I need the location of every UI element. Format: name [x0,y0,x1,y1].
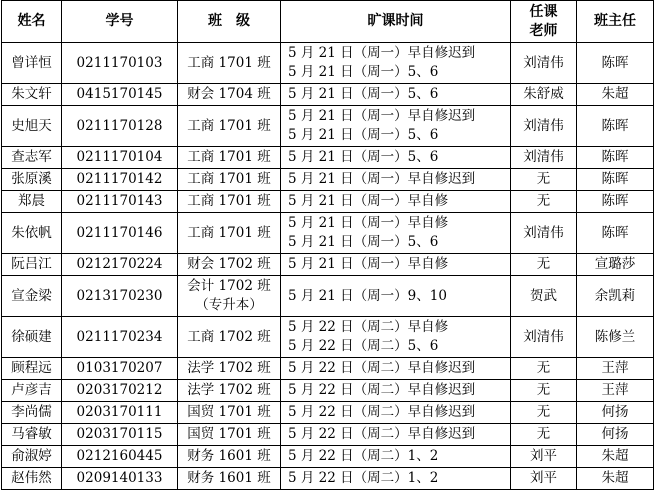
absence-time [281,424,511,446]
class-name-line: 财务 1601 班 [187,470,271,486]
course-teacher: 刘平 [511,446,577,468]
absence-time [281,358,511,380]
table-row [2,446,654,468]
head-teacher: 陈晖 [577,169,654,191]
class-name [178,358,281,380]
absence-time-line: 5 月 21 日（周一）9、10 [288,287,447,304]
head-teacher: 朱超 [577,84,654,106]
header-name: 姓名 [2,1,62,43]
class-name [178,106,281,147]
class-name-line: 财会 1702 班 [187,256,271,272]
class-name [178,84,281,106]
absence-time [281,317,511,358]
class-name-line: 工商 1701 班 [187,193,271,209]
class-name [178,254,281,276]
class-name [178,446,281,468]
absence-time-line: 5 月 21 日（周一）早自修迟到 [288,45,476,61]
student-id: 0203170212 [62,380,178,402]
head-teacher: 陈晖 [577,43,654,84]
student-id: 0211170143 [62,191,178,213]
student-name: 卢彦吉 [2,380,62,402]
absence-time [281,213,511,254]
head-teacher: 陈晖 [577,147,654,169]
table-row [2,43,654,84]
student-name: 朱文轩 [2,84,62,106]
absence-time [281,84,511,106]
student-id: 0211170142 [62,169,178,191]
course-teacher: 刘清伟 [511,43,577,84]
absence-time-line: 5 月 21 日（周一）5、6 [288,149,439,165]
class-name-line: 国贸 1701 班 [187,404,271,420]
student-name: 郑晨 [2,191,62,213]
table-row [2,424,654,446]
class-name-line: 工商 1701 班 [187,117,271,134]
student-name: 徐硕建 [2,317,62,358]
absence-time-line: 5 月 21 日（周一）早自修 [288,256,449,272]
absence-time-line: 5 月 21 日（周一）5、6 [288,86,439,102]
absence-time [281,106,511,147]
course-teacher: 无 [511,402,577,424]
class-name-line: 法学 1702 班 [187,360,271,376]
class-name [178,191,281,213]
student-id: 0213170230 [62,276,178,317]
header-teacher [511,1,577,43]
absence-time [281,276,511,317]
student-name: 俞淑婷 [2,446,62,468]
table-row [2,276,654,317]
header-teacher-line: 老师 [529,22,558,39]
course-teacher: 刘清伟 [511,213,577,254]
class-name-line: 工商 1701 班 [187,149,271,165]
class-name-line: 财会 1704 班 [187,86,271,102]
class-name-line: （专升本） [195,297,263,313]
student-name: 朱依帆 [2,213,62,254]
header-head-teacher: 班主任 [577,1,654,43]
head-teacher: 陈晖 [577,191,654,213]
head-teacher: 陈修兰 [577,317,654,358]
table-row [2,213,654,254]
absence-time [281,169,511,191]
absence-time [281,402,511,424]
class-name [178,468,281,490]
absence-time-line: 5 月 21 日（周一）早自修迟到 [288,171,476,187]
class-name [178,380,281,402]
table-row [2,317,654,358]
absence-time-line: 5 月 21 日（周一）5、6 [288,234,439,250]
class-name [178,147,281,169]
absence-table [1,0,654,490]
absence-time-line: 5 月 21 日（周一）5、6 [288,64,439,80]
student-name: 阮吕江 [2,254,62,276]
student-id: 0203170111 [62,402,178,424]
absence-time-line: 5 月 22 日（周二）5、6 [288,338,439,354]
head-teacher: 朱超 [577,468,654,490]
student-name: 马睿敏 [2,424,62,446]
absence-time [281,191,511,213]
table-row [2,254,654,276]
head-teacher: 宣璐莎 [577,254,654,276]
class-name [178,43,281,84]
absence-time-line: 5 月 21 日（周一）早自修 [288,193,449,209]
head-teacher: 余凯莉 [577,276,654,317]
class-name-line: 工商 1701 班 [187,54,271,71]
student-name: 查志军 [2,147,62,169]
student-id: 0212160445 [62,446,178,468]
class-name-line: 法学 1702 班 [187,382,271,398]
table-row [2,84,654,106]
absence-time-line: 5 月 22 日（周二）早自修迟到 [288,382,476,398]
student-id: 0415170145 [62,84,178,106]
course-teacher: 刘清伟 [511,317,577,358]
table-row [2,358,654,380]
course-teacher: 无 [511,254,577,276]
student-id: 0103170207 [62,358,178,380]
class-name [178,213,281,254]
table-row [2,147,654,169]
course-teacher: 无 [511,424,577,446]
student-name: 赵伟然 [2,468,62,490]
absence-time [281,147,511,169]
absence-time [281,446,511,468]
student-id: 0211170234 [62,317,178,358]
student-id: 0211170104 [62,147,178,169]
student-id: 0211170128 [62,106,178,147]
absence-time [281,43,511,84]
student-id: 0211170103 [62,43,178,84]
table-row [2,191,654,213]
table-body [2,43,654,490]
absence-time-line: 5 月 21 日（周一）早自修迟到 [288,108,476,124]
absence-time-line: 5 月 22 日（周二）早自修迟到 [288,426,476,442]
course-teacher: 贺武 [511,276,577,317]
header-absence-time: 旷课时间 [281,1,511,43]
table-row [2,468,654,490]
head-teacher: 王萍 [577,380,654,402]
header-class: 班 级 [178,1,281,43]
head-teacher: 朱超 [577,446,654,468]
absence-time [281,254,511,276]
course-teacher: 无 [511,380,577,402]
header-student-id: 学号 [62,1,178,43]
class-name-line: 会计 1702 班 [187,278,271,294]
table-row [2,402,654,424]
student-id: 0211170146 [62,213,178,254]
course-teacher: 无 [511,358,577,380]
absence-time-line: 5 月 22 日（周二）早自修迟到 [288,404,476,420]
head-teacher: 何扬 [577,424,654,446]
student-name: 史旭天 [2,106,62,147]
absence-time-line: 5 月 22 日（周二）早自修 [288,319,449,335]
course-teacher: 刘平 [511,468,577,490]
absence-time-line: 5 月 22 日（周二）1、2 [288,470,439,486]
head-teacher: 陈晖 [577,213,654,254]
head-teacher: 何扬 [577,402,654,424]
class-name-line: 工商 1702 班 [187,328,271,345]
head-teacher: 陈晖 [577,106,654,147]
table-row [2,106,654,147]
class-name [178,169,281,191]
table-row [2,380,654,402]
course-teacher: 朱舒威 [511,84,577,106]
class-name [178,276,281,317]
course-teacher: 无 [511,169,577,191]
student-name: 曾详恒 [2,43,62,84]
student-id: 0209140133 [62,468,178,490]
student-id: 0212170224 [62,254,178,276]
head-teacher: 王萍 [577,358,654,380]
class-name-line: 国贸 1701 班 [187,426,271,442]
class-name [178,317,281,358]
class-name [178,402,281,424]
class-name-line: 工商 1701 班 [187,224,271,241]
header-teacher-line: 任课 [529,3,558,20]
absence-time-line: 5 月 21 日（周一）早自修 [288,215,449,231]
class-name [178,424,281,446]
absence-time-line: 5 月 22 日（周二）早自修迟到 [288,360,476,376]
class-name-line: 工商 1701 班 [187,171,271,187]
absence-time [281,380,511,402]
student-name: 宣金梁 [2,276,62,317]
table-row [2,169,654,191]
student-name: 顾程远 [2,358,62,380]
student-name: 张原溪 [2,169,62,191]
absence-time-line: 5 月 21 日（周一）5、6 [288,127,439,143]
student-id: 0203170115 [62,424,178,446]
class-name-line: 财务 1601 班 [187,448,271,464]
student-name: 李尚儒 [2,402,62,424]
course-teacher: 刘清伟 [511,147,577,169]
absence-time [281,468,511,490]
course-teacher: 无 [511,191,577,213]
course-teacher: 刘清伟 [511,106,577,147]
absence-time-line: 5 月 22 日（周二）1、2 [288,448,439,464]
header-row [2,1,654,43]
